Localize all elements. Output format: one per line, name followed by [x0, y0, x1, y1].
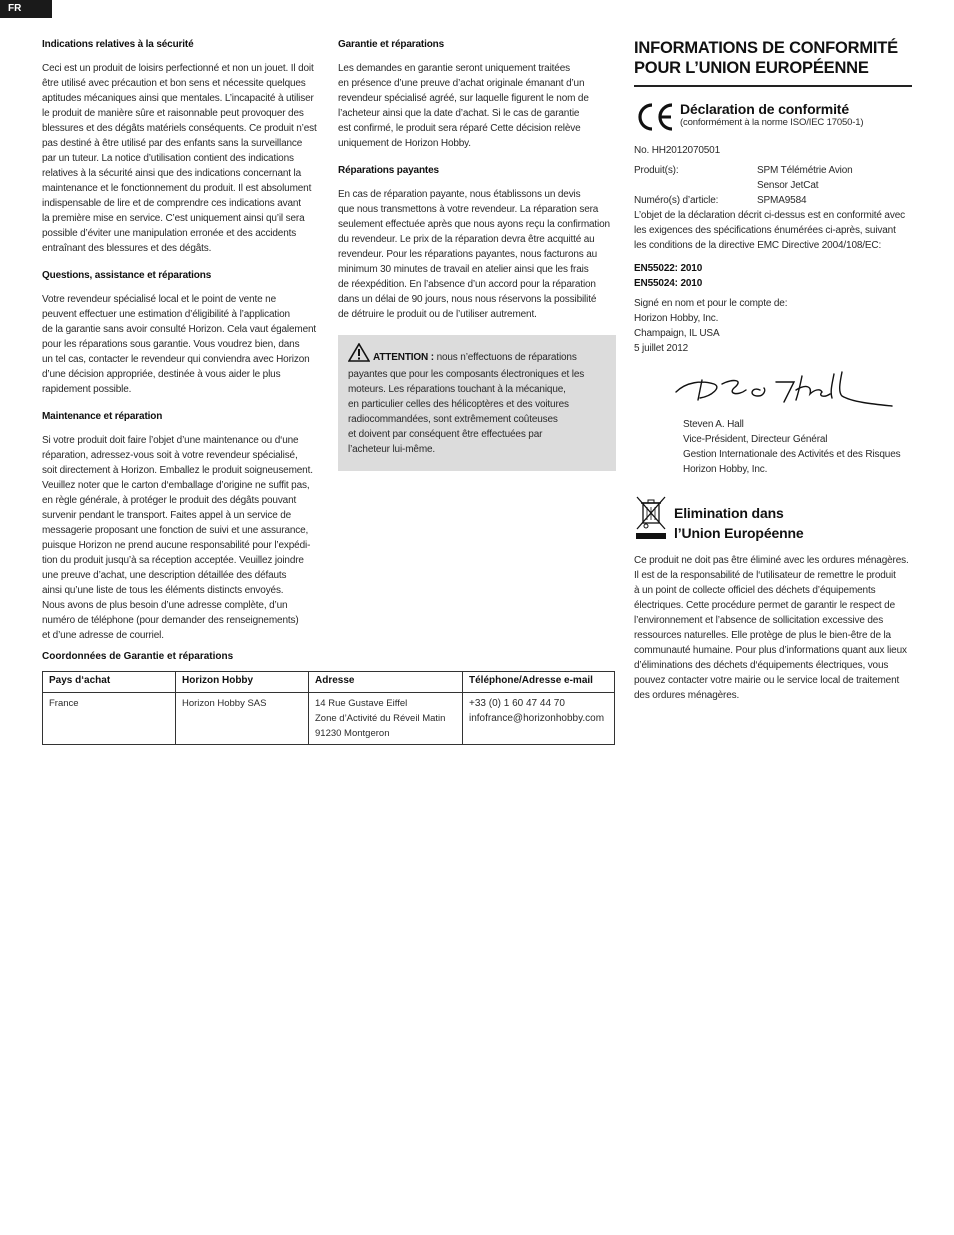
- cell-contact: +33 (0) 1 60 47 44 70 infofrance@horizonhobby.com: [463, 693, 615, 745]
- signature-image: [672, 368, 896, 408]
- weee-text: Ce produit ne doit pas être éliminé avec les ordures ménagères. Il est de la responsabilité de l‘utilisateur de remettre le produit à un point de collecte officiel des déchets d’équipements électriques. Cette procédure permet de garantir le respect de l’environnement et l’absence de sollicitation excessive des ressources naturelles. Elle protège de plus le bien-être de la communauté humaine. Pour plus d’informations quant aux lieux d’éliminations des déchets d‘équipements électriques, vous pouvez contacter votre mairie ou le service local de traitement des ordures ménagères.: [634, 555, 909, 701]
- warning-icon: [348, 343, 370, 367]
- cell-company: Horizon Hobby SAS: [176, 693, 309, 745]
- section-title-questions: Questions, assistance et réparations: [42, 270, 212, 281]
- table-row: [43, 693, 615, 745]
- section-text-warranty: Les demandes en garantie seront uniquement traitées en présence d’une preuve d’achat originale émanant d’un revendeur spécialisé agréé, sur laquelle figurent le nom de l’acheteur ainsi que la date d’achat. Si le cas de garantie est confirmé, le produit sera réparé Cette décision relève uniquement de Horizon Hobby.: [338, 63, 589, 149]
- cell-address: 14 Rue Gustave Eiffel Zone d’Activité du Réveil Matin 91230 Montgeron: [309, 693, 463, 745]
- section-text-questions: Votre revendeur spécialisé local et le point de vente ne peuvent effectuer une estimation d’éligibilité à l’application de la garantie sans avoir consulté Horizon. Cela vaut également pour les réparations sous garantie. Vous voudrez bien, dans un tel cas, contacter le revendeur qui conviendra avec Horizon d’une décision appropriée, destinée à vous aider le plus rapidement possible.: [42, 294, 317, 395]
- product-value: SPM Télémétrie Avion Sensor JetCat: [757, 165, 853, 191]
- section-text-maintenance: Si votre produit doit faire l’objet d’une maintenance ou d‘une réparation, adressez-vous soit à votre revendeur spécialisé, soit directement à Horizon. Emballez le produit soigneusement. Veuillez noter que le carton d‘emballage d’origine ne suffit pas, en règle générale, à protéger le produit des dégâts pouvant survenir pendant le transport. Faites appel à un service de messagerie proposant une fonction de suivi et une assurance, puisque Horizon ne prend aucune responsabilité pour l’expédi- tion du produit jusqu’à sa réception acceptée. Veuillez joindre une preuve d’achat, une description détaillée des défauts ainsi qu’une liste de tous les éléments distincts envoyés. Nous avons de plus besoin d’une adresse complète, d’un numéro de téléphone (pour demander des renseignements) et d’une adresse de courriel.: [42, 435, 313, 641]
- section-text-safety: Ceci est un produit de loisirs perfectionné et non un jouet. Il doit être utilisé avec précaution et bon sens et nécessite quelques aptitudes mécaniques ainsi que mentales. L’incapacité à utiliser le produit de manière sûre et raisonnable peut provoquer des blessures et des dégâts matériels conséquents. Ce produit n’est pas destiné à être utilisé par des enfants sans la surveillance par un tuteur. La notice d’utilisation contient des indications relatives à la sécurité ainsi que des indications concernant la maintenance et le fonctionnement du produit. Il est absolument indispensable de lire et de comprendre ces indications avant la première mise en service. C’est uniquement ainsi qu’il sera possible d’éviter une manipulation erronée et des accidents entraînant des blessures et des dégâts.: [42, 63, 317, 254]
- signer-block: Steven A. Hall Vice-Président, Directeur Général Gestion Internationale des Activités et des Risques Horizon Hobby, Inc.: [683, 419, 901, 475]
- section-title-safety: Indications relatives à la sécurité: [42, 39, 194, 50]
- column-right: [634, 38, 914, 716]
- language-tab: FR: [0, 0, 52, 18]
- header-country: Pays d‘achat: [43, 672, 176, 693]
- column-left: [42, 38, 322, 656]
- section-title-paid-repairs: Réparations payantes: [338, 165, 439, 176]
- crossed-bin-icon: [634, 495, 668, 541]
- ce-mark-icon: [634, 101, 676, 133]
- contact-title: Coordonnées de Garantie et réparations: [42, 651, 234, 662]
- header-company: Horizon Hobby: [176, 672, 309, 693]
- attention-text: nous n’effectuons de réparations payantes que pour les composants électroniques et les moteurs. Les réparations touchant à la mécanique, en particulier celles des hélicoptères et des voitures radiocommandées, sont extrêmement coûteuses et doivent par conséquent être effectuées par l’acheteur lui-même.: [348, 352, 585, 455]
- eu-compliance-title: INFORMATIONS DE CONFORMITÉ POUR L’UNION EUROPÉENNE: [634, 38, 912, 87]
- header-address: Adresse: [309, 672, 463, 693]
- declaration-header: [634, 101, 914, 133]
- article-label: Numéro(s) d’article:: [634, 195, 719, 206]
- attention-label: ATTENTION :: [373, 352, 434, 363]
- weee-title: Elimination dans l’Union Européenne: [674, 505, 804, 541]
- declaration-subtitle: (conformément à la norme ISO/IEC 17050-1): [680, 117, 864, 128]
- section-title-maintenance: Maintenance et réparation: [42, 411, 163, 422]
- table-header-row: [43, 672, 615, 693]
- contact-section: [42, 650, 615, 745]
- declaration-title: Déclaration de conformité: [680, 101, 849, 117]
- section-text-paid-repairs: En cas de réparation payante, nous établissons un devis que nous transmettons à votre revendeur. La réparation sera seulement effectuée après que nous ayons reçu la confirmation du revendeur. Le prix de la réparation devra être acquitté au revendeur. Pour les réparations payantes, nous facturons au minimum 30 minutes de travail en atelier ainsi que les frais de réexpédition. En l’absence d’un accord pour la réparation dans un délai de 90 jours, nous nous réservons la possibilité de détruire le produit ou de l’utiliser autrement.: [338, 189, 610, 320]
- declaration-number: No. HH2012070501: [634, 145, 720, 156]
- product-row: [634, 163, 914, 193]
- product-label: Produit(s):: [634, 165, 679, 176]
- signed-on-behalf: Signé en nom et pour le compte de: Horizon Hobby, Inc. Champaign, IL USA 5 juillet 2012: [634, 298, 788, 354]
- conformity-statement: L’objet de la déclaration décrit ci-dessus est en conformité avec les exigences des spécifications énumérées ci-après, suivant les conditions de la directive EMC Directive 2004/108/EC:: [634, 210, 905, 251]
- attention-box: [338, 335, 616, 471]
- contact-table: [42, 671, 615, 745]
- cell-country: France: [43, 693, 176, 745]
- header-contact: Téléphone/Adresse e-mail: [463, 672, 615, 693]
- article-row: [634, 193, 914, 208]
- column-middle: [338, 38, 618, 471]
- article-value: SPMA9584: [757, 195, 807, 206]
- weee-header: [634, 495, 914, 543]
- section-title-warranty: Garantie et réparations: [338, 39, 445, 50]
- norms-list: EN55022: 2010 EN55024: 2010: [634, 263, 703, 289]
